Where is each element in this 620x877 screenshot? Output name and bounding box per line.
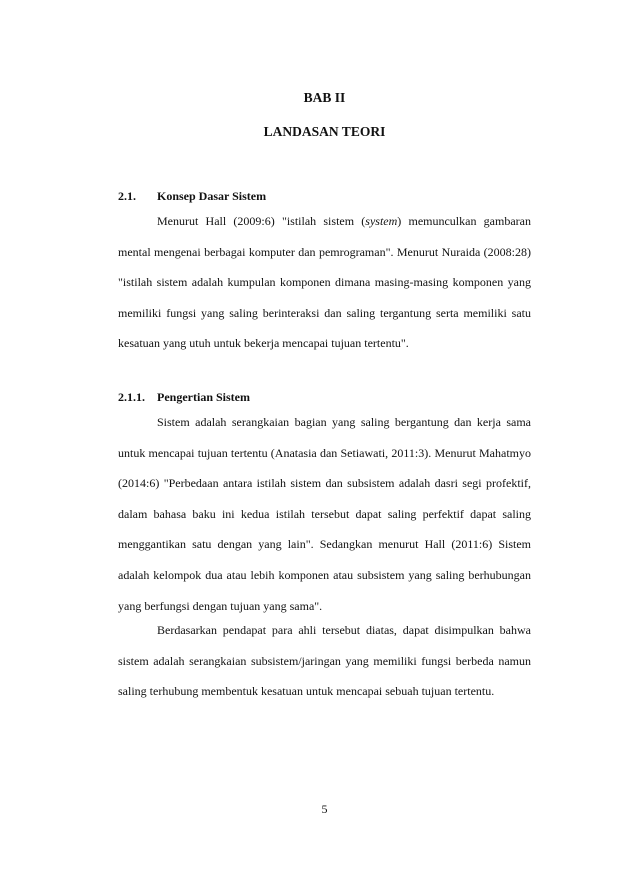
paragraph-text: Menurut Hall (2009:6) "istilah sistem ( xyxy=(157,214,366,228)
paragraph-kesimpulan: Berdasarkan pendapat para ahli tersebut diatas, dapat disimpulkan bahwa sistem adalah serangkaian subsistem/jaringan yang memiliki fungsi berbeda namun saling terhubung membentuk kesatuan untuk mencapai sebuah tujuan tertentu. xyxy=(118,623,531,699)
section-number: 2.1.1. xyxy=(118,390,145,404)
chapter-title: LANDASAN TEORI xyxy=(263,124,386,139)
chapter-number: BAB II xyxy=(303,90,346,105)
italic-term: system xyxy=(365,214,398,228)
paragraph-pengertian-sistem: Sistem adalah serangkaian bagian yang saling bergantung dan kerja sama untuk mencapai tujuan tertentu (Anatasia dan Setiawati, 2011:3). Menurut Mahatmyo (2014:6) "Perbedaan antara istilah sistem dan subsistem adalah dasri segi profektif, dalam bahasa baku ini kedua istilah tersebut dapat saling perfektif dapat saling menggantikan satu dengan yang lain". Sedangkan menurut Hall (2011:6) Sistem adalah kelompok dua atau lebih komponen atau subsistem yang saling berhubungan yang berfungsi dengan tujuan yang sama". xyxy=(118,415,531,613)
section-heading-2-1 xyxy=(118,189,266,204)
paragraph-konsep-dasar-sistem xyxy=(118,206,531,359)
page-number: 5 xyxy=(321,802,328,816)
section-heading-2-1-1 xyxy=(118,390,250,405)
section-title: Pengertian Sistem xyxy=(157,390,250,404)
paragraph-text: ) memunculkan gambaran mental mengenai berbagai komputer dan pemrograman". Menurut Nuraida (2008:28) "istilah sistem adalah kumpulan komponen dimana masing-masing komponen yang memiliki fungsi yang saling berinteraksi dan saling tergantung serta memiliki satu kesatuan yang utuh untuk bekerja mencapai tujuan tertentu". xyxy=(118,214,531,351)
section-number: 2.1. xyxy=(118,189,136,203)
section-title: Konsep Dasar Sistem xyxy=(157,189,267,203)
